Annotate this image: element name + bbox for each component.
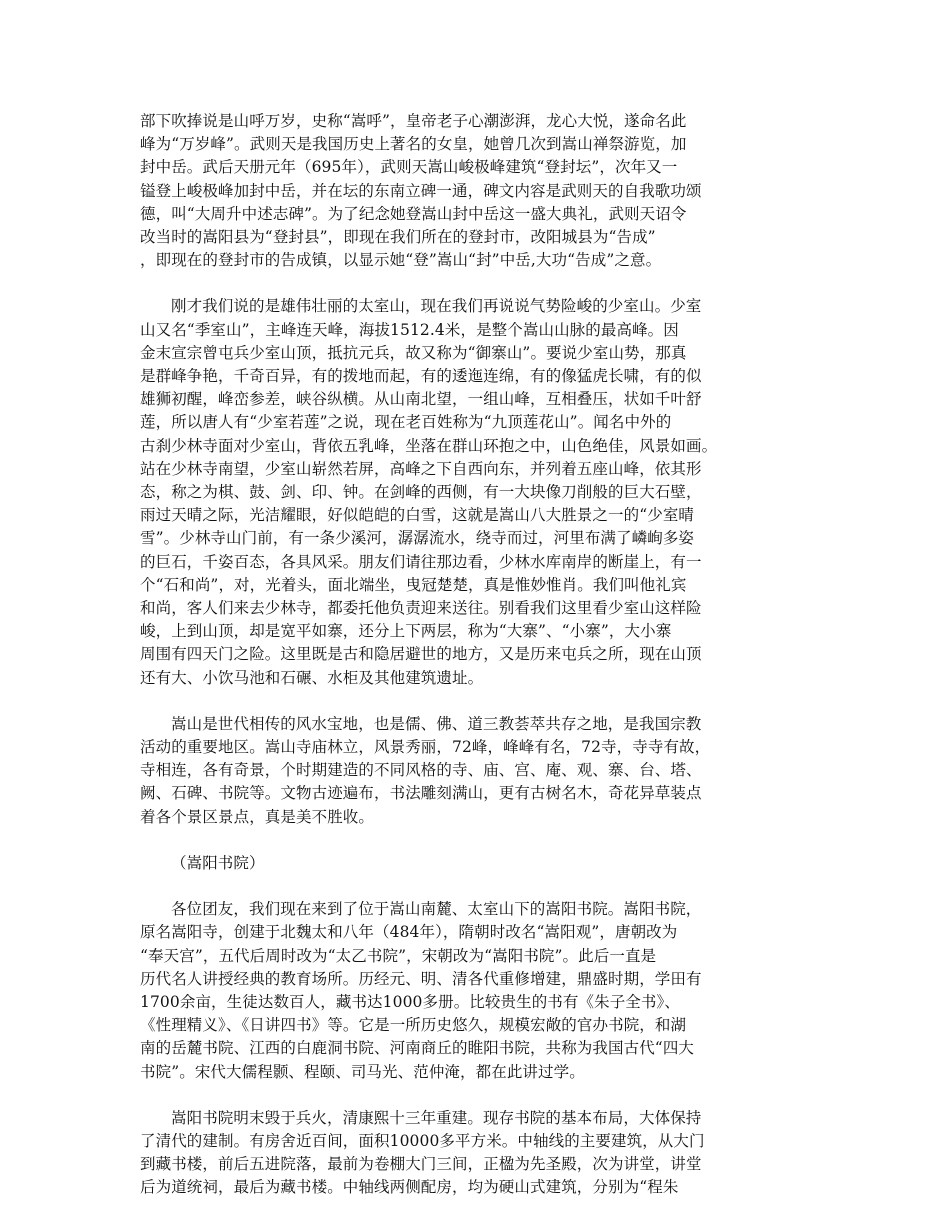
- paragraph-wu-zetian: 部下吹捧说是山呼万岁，史称“嵩呼”，皇帝老子心潮澎湃，龙心大悦，遂命名此 峰为“万岁峰”。武则天是我国历史上著名的女皇，她曾几次到嵩山禅祭游览，加 封中岳。武后天册元年（695年），武则天嵩山峻极峰建筑“登封坛”，次年又一 镒登上峻极峰加封中岳，并在坛的东南立碑一通，碑文内容是武则天的自我歌功颂 德，叫“大周升中述志碑”。为了纪念她登嵩山封中岳这一盛大典礼，武则天诏令 改当时的嵩阳县为“登封县”，即现在我们所在的登封市，改阳城县为“告成” ，即现在的登封市的告成镇，以显示她“登”嵩山“封”中岳,大功“告成”之意。: [140, 112, 702, 270]
- paragraph-songshan-religion: 嵩山是世代相传的风水宝地，也是儒、佛、道三教荟萃共存之地，是我国宗教 活动的重要地区。嵩山寺庙林立，风景秀丽，72峰，峰峰有名，72寺，寺寺有故， 寺相连，各有奇景，个时期建造的不同风格的寺、庙、宫、庵、观、寨、台、塔、 阙、石碑、书院等。文物古迹遍布，书法雕刻满山，更有古树名木，奇花异草装点 着各个景区景点，真是美不胜收。: [140, 714, 711, 826]
- paragraph-shaoshi-mountain: 刚才我们说的是雄伟壮丽的太室山，现在我们再说说气势险峻的少室山。少室 山又名“季室山”，主峰连天峰，海拔1512.4米，是整个嵩山山脉的最高峰。因 金末宣宗曾屯兵少室山顶，抵抗元兵，故又称为“御寨山”。要说少室山势，那真 是群峰争艳，千奇百异，有的拨地而起，有的逶迤连绵，有的像猛虎长啸，有的似 雄狮初醒，峰峦参差，峡谷纵横。从山南北望，一组山峰，互相叠压，状如千叶舒 莲，所以唐人有“少室若莲”之说，现在老百姓称为“九顶莲花山”。闻名中外的 古刹少林寺面对少室山，背依五乳峰，坐落在群山环抱之中，山色绝佳，风景如画。 站在少林寺南望，少室山崭然若屏，高峰之下自西向东，并列着五座山峰，依其形 态，称之为棋、鼓、剑、印、钟。在剑峰的西侧，有一大块像刀削般的巨大石壁， 雨过天晴之际，光洁耀眼，好似皑皑的白雪，这就是嵩山八大胜景之一的“少室晴 雪”。少林寺山门前，有一条少溪河，潺潺流水，绕寺而过，河里布满了嶙峋多姿 的巨石，千姿百态，各具风采。朋友们请往那边看，少林水库南岸的断崖上，有一 个“石和尚”，对，光着头，面北端坐，曳冠楚楚，真是惟妙惟肖。我们叫他礼宾 和尚，客人们来去少林寺，都委托他负责迎来送往。别看我们这里看少室山这样险 峻，上到山顶，却是宽平如寨，还分上下两层，称为“大寨”、“小寨”，大小寨 周围有四天门之险。这里既是古和隐居避世的地方，又是历来屯兵之所，现在山顶 还有大、小饮马池和石碾、水柜及其他建筑遗址。: [140, 297, 718, 687]
- paragraph-songyang-academy-history: 各位团友，我们现在来到了位于嵩山南麓、太室山下的嵩阳书院。嵩阳书院， 原名嵩阳寺，创建于北魏太和八年（484年），隋朝时改名“嵩阳观”，唐朝改为 “奉天宫”，五代后周时改为“太乙书院”，宋朝改为“嵩阳书院”。此后一直是 历代名人讲授经典的教育场所。历经元、明、清各代重修增建，鼎盛时期，学田有 1700余亩，生徒达数百人，藏书达1000多册。比较贵生的书有《朱子全书》、 《性理精义》、《日讲四书》等。它是一所历史悠久，规模宏敞的官办书院，和湖 南的岳麓书院、江西的白鹿洞书院、河南商丘的睢阳书院，共称为我国古代“四大 书院”。宋代大儒程颢、程颐、司马光、范仲淹，都在此讲过学。: [140, 900, 702, 1081]
- paragraph-songyang-academy-layout: 嵩阳书院明末毁于兵火，清康熙十三年重建。现存书院的基本布局，大体保持 了清代的建制。有房舍近百间，面积10000多平方米。中轴线的主要建筑，从大门 到藏书楼，前后五进院落，最前为卷棚大门三间，正楹为先圣殿，次为讲堂，讲堂 后为道统祠，最后为藏书楼。中轴线两侧配房，均为硬山式建筑，分别为“程朱: [140, 1108, 705, 1197]
- section-heading-songyang-academy: （嵩阳书院）: [171, 853, 265, 872]
- document-page: [140, 110, 810, 1223]
